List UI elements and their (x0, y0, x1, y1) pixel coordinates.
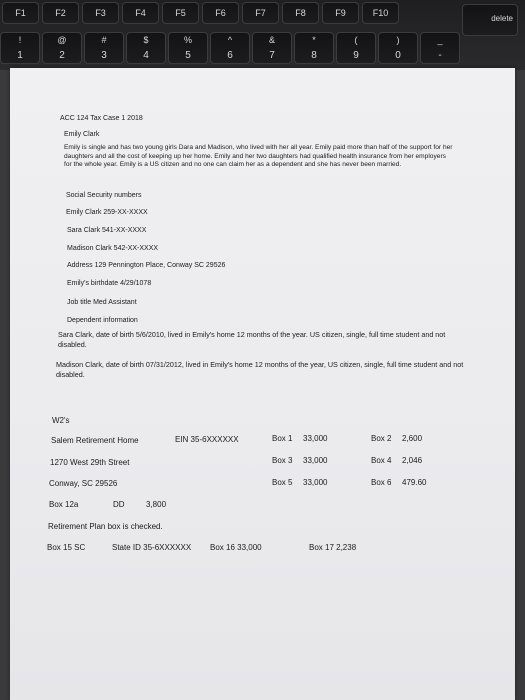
number-key[interactable]: _ - (420, 32, 460, 64)
fn-key[interactable]: F9 (322, 2, 359, 24)
w2-box5-value: 33,000 (303, 478, 328, 487)
delete-key[interactable]: delete (462, 4, 518, 36)
ssn-emily: Emily Clark 259-XX-XXXX (66, 209, 148, 216)
dependent-madison: Madison Clark, date of birth 07/31/2012, lived in Emily's home 12 months of the year, US citizen, single, full time student and not disabled. (56, 360, 464, 379)
client-description: Emily is single and has two young girls Dara and Madison, who lived with her all year. Emily paid more than half of the support for her daughters and all the cost of keeping up her home. Emily and her two daughters had qualified health insurance from her employers for the whole year. Emily is a US citizen and no one can claim her as a dependent and she has never been married. (64, 144, 453, 169)
number-key[interactable]: & 7 (252, 32, 292, 64)
w2-box1-label: Box 1 (272, 434, 293, 443)
address: Address 129 Pennington Place, Conway SC 29526 (67, 262, 226, 269)
w2-state-id: State ID 35-6XXXXXX (112, 543, 192, 552)
w2-box3-label: Box 3 (272, 456, 293, 465)
number-key[interactable]: $ 4 (126, 32, 166, 64)
fn-key[interactable]: F7 (242, 2, 279, 24)
w2-ein: EIN 35-6XXXXXX (175, 435, 239, 444)
dependent-heading: Dependent information (67, 317, 138, 324)
dependent-sara: Sara Clark, date of birth 5/6/2010, lived in Emily's home 12 months of the year. US citizen, single, full time student and not disabled. (58, 330, 446, 349)
fn-key[interactable]: F10 (362, 2, 399, 24)
w2-retirement-plan: Retirement Plan box is checked. (48, 522, 163, 531)
ssn-heading: Social Security numbers (66, 192, 142, 199)
fn-key[interactable]: F6 (202, 2, 239, 24)
w2-box3-value: 33,000 (303, 456, 328, 465)
w2-box1-value: 33,000 (303, 434, 328, 443)
job-title: Job title Med Assistant (67, 299, 137, 306)
number-key-row (0, 14, 525, 66)
number-key[interactable]: * 8 (294, 32, 334, 64)
w2-box16: Box 16 33,000 (210, 543, 262, 552)
w2-box12a-value: 3,800 (146, 500, 167, 509)
number-key[interactable]: ) 0 (378, 32, 418, 64)
fn-key[interactable]: F1 (2, 2, 39, 24)
fn-key[interactable]: F4 (122, 2, 159, 24)
w2-street: 1270 West 29th Street (50, 458, 130, 467)
w2-box12a-code: DD (113, 500, 125, 509)
fn-key[interactable]: F5 (162, 2, 199, 24)
fn-key[interactable]: F3 (82, 2, 119, 24)
w2-box12a-label: Box 12a (49, 500, 79, 509)
w2-heading: W2's (52, 416, 70, 425)
w2-employer: Salem Retirement Home (51, 436, 139, 445)
w2-box6-value: 479.60 (402, 478, 427, 487)
w2-box15: Box 15 SC (47, 543, 86, 552)
number-key[interactable]: # 3 (84, 32, 124, 64)
w2-city: Conway, SC 29526 (49, 479, 118, 488)
birthdate: Emily's birthdate 4/29/1078 (67, 280, 152, 287)
ssn-sara: Sara Clark 541-XX-XXXX (67, 227, 147, 234)
w2-box17: Box 17 2,238 (309, 543, 357, 552)
w2-box2-value: 2,600 (402, 434, 423, 443)
w2-box4-value: 2,046 (402, 456, 423, 465)
number-key[interactable]: @ 2 (42, 32, 82, 64)
number-key[interactable]: ( 9 (336, 32, 376, 64)
fn-key[interactable]: F2 (42, 2, 79, 24)
document-header: ACC 124 Tax Case 1 2018 (60, 115, 143, 122)
keyboard (0, 0, 525, 70)
number-key[interactable]: % 5 (168, 32, 208, 64)
client-name: Emily Clark (64, 131, 100, 138)
fn-key[interactable]: F8 (282, 2, 319, 24)
w2-box4-label: Box 4 (371, 456, 392, 465)
w2-box2-label: Box 2 (371, 434, 392, 443)
w2-box6-label: Box 6 (371, 478, 392, 487)
number-key[interactable]: ^ 6 (210, 32, 250, 64)
number-key[interactable]: ! 1 (0, 32, 40, 64)
w2-box5-label: Box 5 (272, 478, 293, 487)
ssn-madison: Madison Clark 542-XX-XXXX (67, 245, 159, 252)
function-key-row (0, 0, 525, 28)
tax-case-document (10, 68, 515, 700)
